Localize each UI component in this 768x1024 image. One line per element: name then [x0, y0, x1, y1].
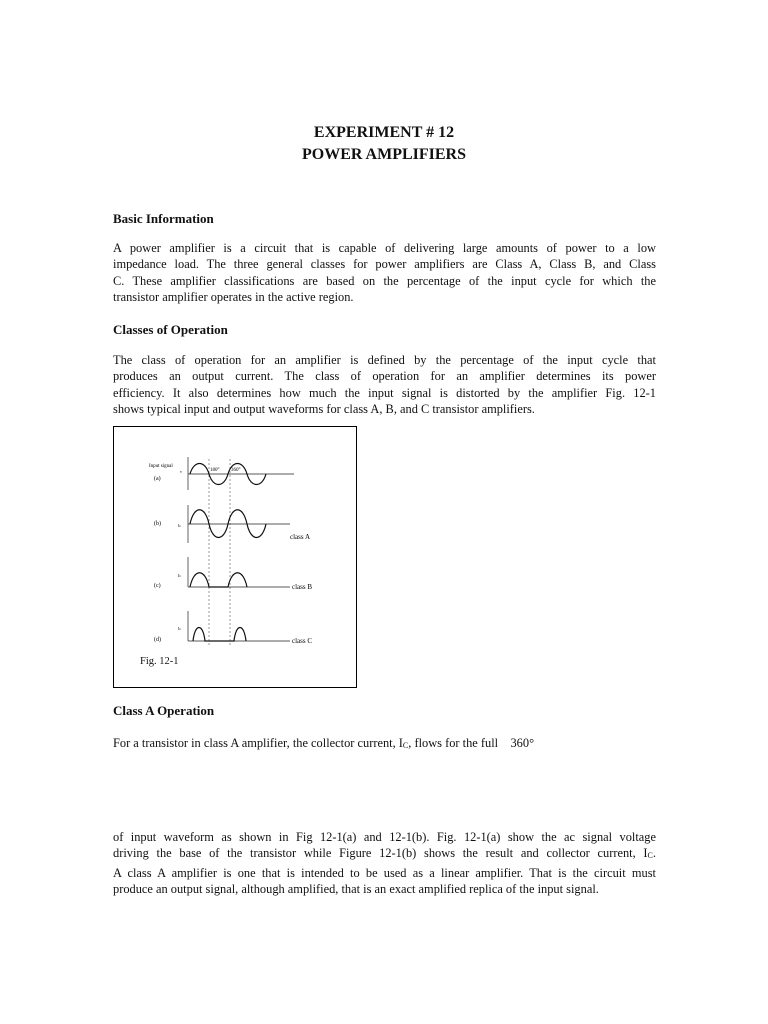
basic-information-paragraph — [113, 240, 656, 306]
paragraph-line: efficiency. It also determines how much the input signal is distorted by the amplifier Fig. 12-1 — [113, 385, 656, 400]
axis-label-ic-b: Iᴄ — [178, 523, 182, 528]
paragraph-line: A class A amplifier is one that is intended to be used as a linear amplifier. That is the circuit must — [113, 865, 656, 880]
classes-of-operation-heading: Classes of Operation — [113, 322, 228, 337]
angle-label-360: 360° — [231, 468, 241, 473]
axis-label-ic-c: Iᴄ — [178, 573, 182, 578]
basic-information-heading: Basic Information — [113, 211, 214, 226]
axis-lines — [188, 457, 294, 641]
paragraph-line: produce an output signal, although amplified, that is an exact amplified replica of the input signal. — [113, 882, 599, 897]
paragraph-line: C. These amplifier classifications are based on the percentage of the input cycle for which the — [113, 273, 656, 288]
class-c-label: class C — [292, 637, 313, 645]
class-a-intro-line — [113, 735, 673, 754]
class-b-waveform — [190, 573, 247, 587]
row-label-c: (c) — [154, 583, 161, 589]
row-label-b: (b) — [154, 521, 161, 527]
class-b-label: class B — [292, 583, 313, 591]
input-signal-label: Input signal — [149, 464, 173, 469]
paragraph-line: produces an output current. The class of operation for an amplifier determines its power — [113, 369, 656, 384]
class-a-operation-paragraph — [113, 829, 656, 898]
waveforms — [190, 464, 266, 642]
figure-caption: Fig. 12-1 — [140, 656, 179, 667]
paragraph-line: shows typical input and output waveforms for class A, B, and C transistor amplifiers. — [113, 402, 535, 417]
axis-label-v: v — [180, 469, 182, 474]
cycle-markers — [209, 459, 230, 645]
class-a-label: class A — [290, 533, 311, 541]
axis-label-ic-d: Iᴄ — [178, 626, 182, 631]
waveform-diagram — [114, 427, 358, 689]
paragraph-line-text: driving the base of the transistor while Figure 12-1(b) shows the result and collector current, I — [113, 846, 648, 861]
subscript-c: C — [402, 741, 409, 750]
class-a-intro-suffix: , flows for the full — [408, 736, 499, 750]
paragraph-line: transistor amplifier operates in the active region. — [113, 290, 354, 305]
experiment-topic-title: POWER AMPLIFIERS — [301, 146, 466, 163]
experiment-number-title: EXPERIMENT # 12 — [313, 124, 455, 141]
row-label-d: (d) — [154, 637, 161, 643]
angle-label-180: 180° — [210, 468, 220, 473]
paragraph-line: The class of operation for an amplifier is defined by the percentage of the input cycle that — [113, 353, 656, 367]
subscript-c: C — [647, 851, 653, 861]
paragraph-line — [113, 845, 656, 864]
class-a-waveform — [190, 510, 266, 538]
paragraph-line-end: . — [652, 846, 656, 861]
waveform-figure — [113, 426, 357, 688]
paragraph-line: of input waveform as shown in Fig 12-1(a) and 12-1(b). Fig. 12-1(a) show the ac signal voltage — [113, 830, 656, 844]
paragraph-line: impedance load. The three general classes for power amplifiers are Class A, Class B, and Class — [113, 257, 656, 272]
classes-of-operation-paragraph — [113, 352, 656, 418]
class-c-waveform — [193, 628, 246, 642]
class-a-intro-text: For a transistor in class A amplifier, the collector current, I — [113, 736, 403, 750]
paragraph-line: A power amplifier is a circuit that is capable of delivering large amounts of power to a low — [113, 241, 656, 255]
degrees-value: 360° — [510, 736, 535, 750]
class-a-operation-heading: Class A Operation — [113, 703, 215, 718]
row-label-a: (a) — [154, 476, 161, 482]
